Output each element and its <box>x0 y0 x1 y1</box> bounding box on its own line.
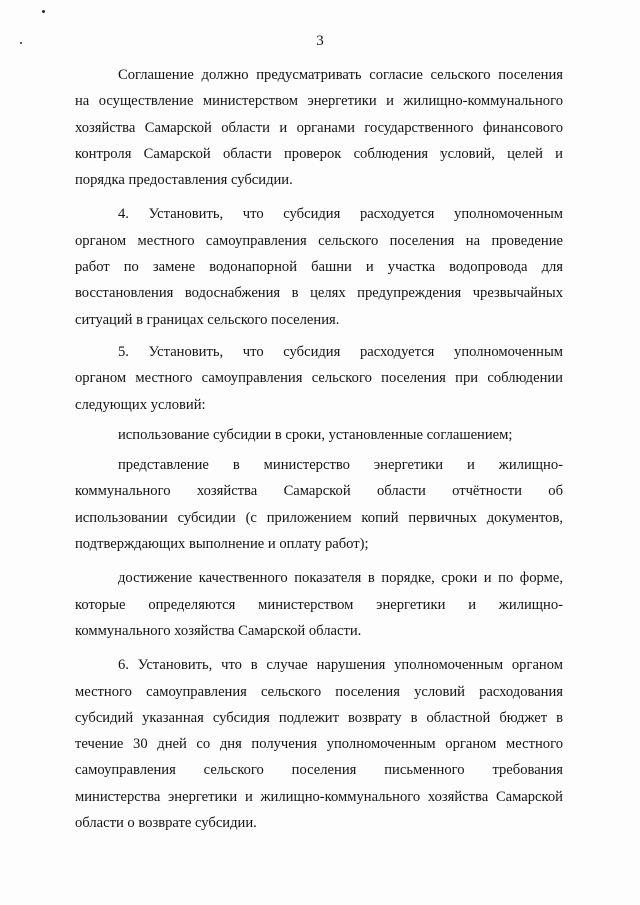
page-number: 3 <box>316 33 324 49</box>
text-line: работ по замене водонапорной башни и участка водопровода для <box>75 259 563 276</box>
paragraph-item-6 <box>75 652 563 836</box>
text-line: коммунального хозяйства Самарской области. <box>75 622 362 639</box>
text-line: следующих условий: <box>75 396 206 413</box>
paragraph-condition-reporting <box>75 452 563 557</box>
text-line: местного самоуправления сельского поселения условий расходования <box>75 683 563 700</box>
text-line: контроля Самарской области проверок соблюдения условий, целей и <box>75 145 563 162</box>
text-line: представление в министерство энергетики и жилищно- <box>118 457 563 474</box>
text-line: достижение качественного показателя в порядке, сроки и по форме, <box>118 570 563 587</box>
text-line: ситуаций в границах сельского поселения. <box>75 311 340 328</box>
text-line: органом местного самоуправления сельского поселения при соблюдении <box>75 370 563 387</box>
paragraph-condition-deadlines <box>75 422 563 448</box>
text-line: Соглашение должно предусматривать согласие сельского поселения <box>118 67 563 83</box>
text-line: органом местного самоуправления сельского поселения на проведение <box>75 232 563 249</box>
scan-speck <box>42 10 45 13</box>
paragraph-agreement-consent <box>75 62 563 193</box>
paragraph-item-4 <box>75 201 563 332</box>
document-body <box>75 62 563 836</box>
text-line: на осуществление министерством энергетики и жилищно-коммунального <box>75 93 563 110</box>
text-line: 6. Установить, что в случае нарушения уполномоченным органом <box>118 657 563 674</box>
text-line: хозяйства Самарской области и органами государственного финансового <box>75 119 563 136</box>
text-line: коммунального хозяйства Самарской области отчётности об <box>75 483 563 500</box>
paragraph-condition-indicator <box>75 565 563 644</box>
text-line: самоуправления сельского поселения письменного требования <box>75 762 563 779</box>
text-line: использовании субсидии (с приложением копий первичных документов, <box>75 509 563 526</box>
text-line: субсидий указанная субсидия подлежит возврату в областной бюджет в <box>75 709 563 726</box>
text-line: которые определяются министерством энергетики и жилищно- <box>75 596 563 613</box>
text-line: течение 30 дней со дня получения уполномоченным органом местного <box>75 736 563 753</box>
text-line: порядка предоставления субсидии. <box>75 172 293 189</box>
text-line: 4. Установить, что субсидия расходуется уполномоченным <box>118 206 563 223</box>
text-line: области о возврате субсидии. <box>75 815 257 832</box>
text-line: восстановления водоснабжения в целях предупреждения чрезвычайных <box>75 285 563 302</box>
text-line: подтверждающих выполнение и оплату работ); <box>75 536 369 553</box>
text-line: 5. Установить, что субсидия расходуется уполномоченным <box>118 343 563 360</box>
paragraph-item-5 <box>75 339 563 418</box>
text-line: использование субсидии в сроки, установленные соглашением; <box>118 426 513 443</box>
text-line: министерства энергетики и жилищно-коммунального хозяйства Самарской <box>75 788 563 805</box>
